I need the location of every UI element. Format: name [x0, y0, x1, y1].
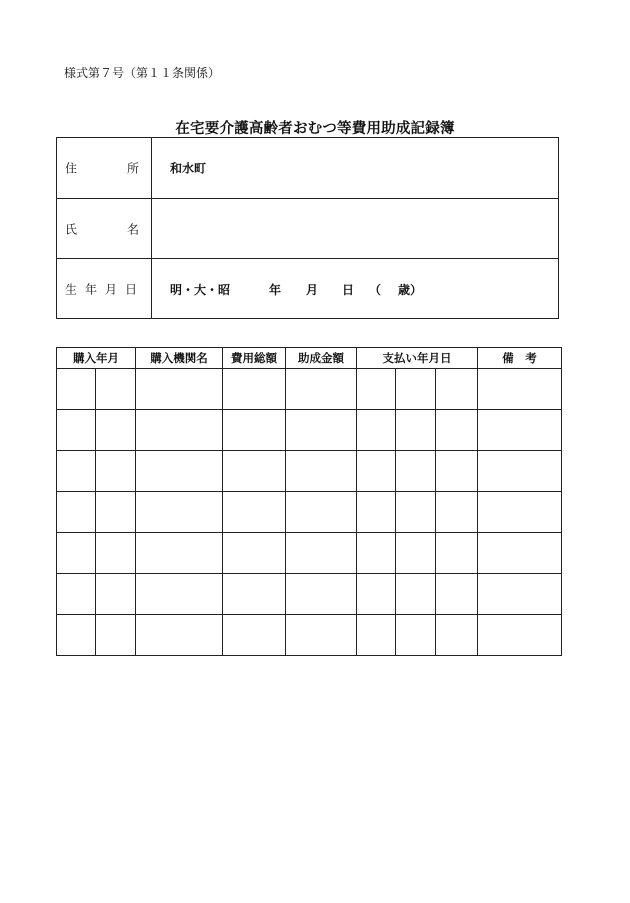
- birth-year-unit: 年: [269, 283, 282, 297]
- store-name-cell: [136, 533, 223, 574]
- purchase-month-cell: [96, 574, 136, 615]
- purchase-month-cell: [96, 615, 136, 656]
- store-name-cell: [136, 369, 223, 410]
- header-payment-date: 支払い年月日: [357, 348, 478, 369]
- remarks-cell: [478, 615, 562, 656]
- subsidy-amount-cell: [286, 574, 357, 615]
- birthdate-row: [57, 258, 558, 318]
- info-table: [56, 137, 559, 319]
- remarks-cell: [478, 410, 562, 451]
- birthdate-label-char-1: 生: [65, 282, 78, 296]
- purchase-year-cell: [57, 615, 96, 656]
- purchase-year-cell: [57, 410, 96, 451]
- store-name-cell: [136, 615, 223, 656]
- payment-month-cell: [396, 574, 436, 615]
- age-open-paren: （: [369, 283, 382, 297]
- payment-month-cell: [396, 369, 436, 410]
- payment-month-cell: [396, 533, 436, 574]
- total-cost-cell: [223, 369, 286, 410]
- subsidy-amount-cell: [286, 615, 357, 656]
- total-cost-cell: [223, 533, 286, 574]
- address-label-char-2: 所: [127, 161, 140, 176]
- purchase-year-cell: [57, 492, 96, 533]
- payment-year-cell: [357, 574, 396, 615]
- purchase-year-cell: [57, 533, 96, 574]
- address-label-char-1: 住: [65, 161, 78, 176]
- form-number: 様式第７号（第１１条関係）: [64, 66, 221, 80]
- remarks-cell: [478, 451, 562, 492]
- payment-month-cell: [396, 492, 436, 533]
- header-subsidy-amount: 助成金額: [286, 348, 357, 369]
- subsidy-amount-cell: [286, 369, 357, 410]
- purchase-month-cell: [96, 410, 136, 451]
- table-row: [57, 533, 562, 574]
- total-cost-cell: [223, 492, 286, 533]
- purchase-month-cell: [96, 533, 136, 574]
- payment-month-cell: [396, 451, 436, 492]
- payment-year-cell: [357, 533, 396, 574]
- store-name-cell: [136, 574, 223, 615]
- payment-day-cell: [436, 615, 478, 656]
- records-table: [56, 347, 562, 656]
- purchase-month-cell: [96, 369, 136, 410]
- remarks-cell: [478, 369, 562, 410]
- table-row: [57, 410, 562, 451]
- table-row: [57, 451, 562, 492]
- payment-year-cell: [357, 451, 396, 492]
- table-header-row: [57, 348, 562, 369]
- age-unit: 歳）: [398, 283, 423, 297]
- payment-day-cell: [436, 533, 478, 574]
- remarks-cell: [478, 492, 562, 533]
- table-body: [57, 369, 562, 656]
- address-value: 和水町: [170, 161, 207, 176]
- name-label-char-1: 氏: [65, 222, 78, 236]
- store-name-cell: [136, 410, 223, 451]
- store-name-cell: [136, 451, 223, 492]
- total-cost-cell: [223, 410, 286, 451]
- birthdate-label-char-2: 年: [85, 282, 98, 296]
- remarks-cell: [478, 574, 562, 615]
- total-cost-cell: [223, 615, 286, 656]
- remarks-cell: [478, 533, 562, 574]
- total-cost-cell: [223, 451, 286, 492]
- birth-era: 明・大・昭: [170, 283, 231, 297]
- name-row: [57, 198, 558, 258]
- address-label: [57, 138, 152, 198]
- purchase-month-cell: [96, 451, 136, 492]
- purchase-month-cell: [96, 492, 136, 533]
- birth-month-unit: 月: [306, 283, 319, 297]
- header-remarks: 備 考: [478, 348, 562, 369]
- table-row: [57, 615, 562, 656]
- payment-month-cell: [396, 615, 436, 656]
- subsidy-amount-cell: [286, 451, 357, 492]
- payment-day-cell: [436, 369, 478, 410]
- header-store-name: 購入機関名: [136, 348, 223, 369]
- table-row: [57, 492, 562, 533]
- payment-year-cell: [357, 492, 396, 533]
- name-label: [57, 199, 152, 258]
- table-row: [57, 369, 562, 410]
- subsidy-amount-cell: [286, 492, 357, 533]
- purchase-year-cell: [57, 369, 96, 410]
- purchase-year-cell: [57, 574, 96, 615]
- subsidy-amount-cell: [286, 533, 357, 574]
- payment-day-cell: [436, 492, 478, 533]
- header-purchase-month: 購入年月: [57, 348, 136, 369]
- payment-day-cell: [436, 410, 478, 451]
- payment-day-cell: [436, 574, 478, 615]
- birthdate-label-char-4: 日: [125, 282, 138, 296]
- store-name-cell: [136, 492, 223, 533]
- payment-year-cell: [357, 369, 396, 410]
- payment-year-cell: [357, 615, 396, 656]
- payment-year-cell: [357, 410, 396, 451]
- address-row: [57, 138, 558, 198]
- name-label-char-2: 名: [127, 222, 140, 236]
- purchase-year-cell: [57, 451, 96, 492]
- payment-day-cell: [436, 451, 478, 492]
- page-title: 在宅要介護高齢者おむつ等費用助成記録簿: [175, 121, 455, 137]
- birthdate-label-char-3: 月: [105, 282, 118, 296]
- payment-month-cell: [396, 410, 436, 451]
- subsidy-amount-cell: [286, 410, 357, 451]
- birthdate-label: [57, 259, 152, 318]
- total-cost-cell: [223, 574, 286, 615]
- header-total-cost: 費用総額: [223, 348, 286, 369]
- table-row: [57, 574, 562, 615]
- birth-day-unit: 日: [342, 283, 355, 297]
